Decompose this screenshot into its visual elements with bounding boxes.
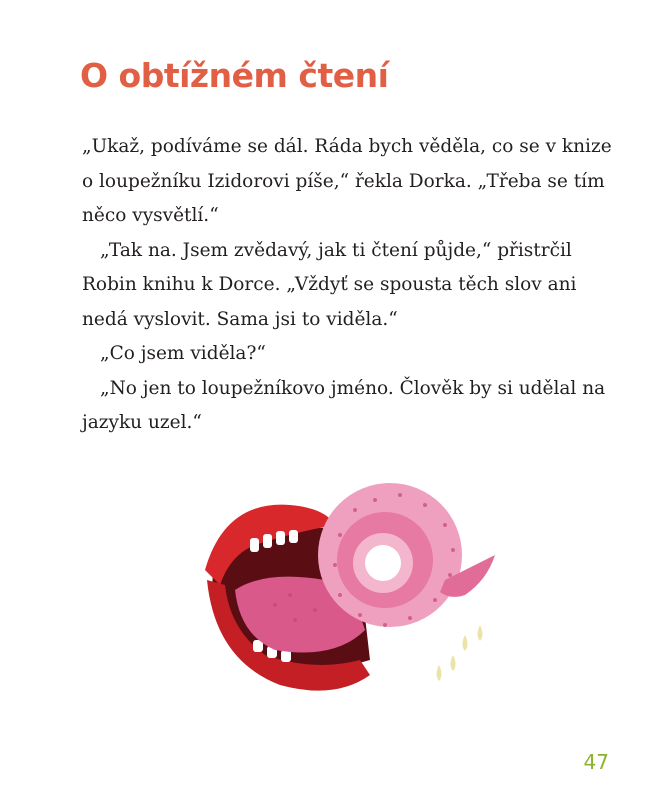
paragraph-1: „Ukaž, podíváme se dál. Ráda bych věděla, co se v knize o loupežníku Izidorovi píše,“ řekla Dorka. „Třeba se tím něco vysvětlí.“ (82, 136, 612, 226)
tongue-knot-illustration (195, 460, 515, 720)
chapter-title: O obtížném čtení (80, 56, 389, 95)
saliva-drops (437, 625, 483, 681)
tongue-swirl-hole (365, 545, 401, 581)
paragraph-4: „No jen to loupežníkovo jméno. Člověk by si udělal na jazyku uzel.“ (82, 377, 606, 433)
page-number: 47 (583, 750, 609, 774)
paragraph-3: „Co jsem viděla?“ (100, 343, 266, 364)
paragraph-2: „Tak na. Jsem zvědavý, jak ti čtení půjde,“ přistrčil Robin knihu k Dorce. „Vždyť se spousta těch slov ani nedá vyslovit. Sama jsi to viděla.“ (82, 239, 577, 330)
story-text (82, 130, 612, 441)
